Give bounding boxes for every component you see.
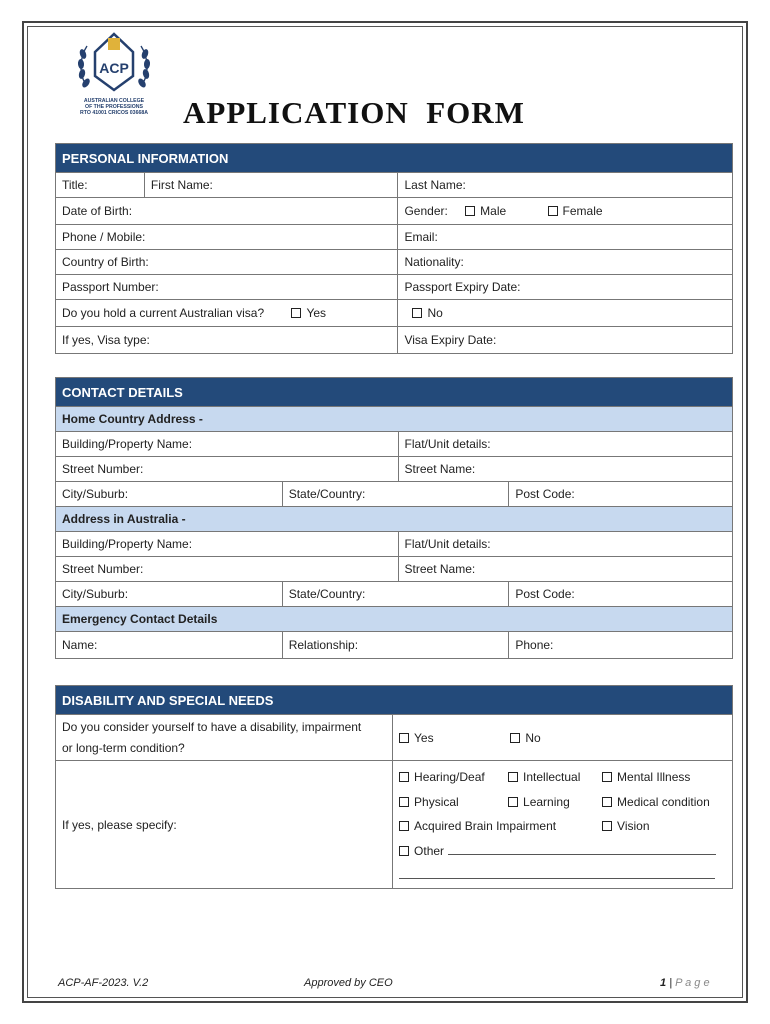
- passport-expiry-field[interactable]: Passport Expiry Date:: [398, 275, 733, 300]
- specify-label: If yes, please specify:: [56, 761, 393, 889]
- page-num: 1: [660, 977, 667, 989]
- page-title: APPLICATION FORM: [183, 95, 525, 130]
- approved-by: Approved by CEO: [304, 977, 393, 989]
- nationality-field[interactable]: Nationality:: [398, 250, 733, 275]
- dob-field[interactable]: Date of Birth:: [56, 198, 398, 225]
- no-label: No: [525, 730, 541, 745]
- emergency-phone-field[interactable]: Phone:: [509, 632, 733, 659]
- aus-state-field[interactable]: State/Country:: [282, 582, 509, 607]
- checkbox-icon[interactable]: [399, 821, 409, 831]
- emergency-contact-heading: Emergency Contact Details: [56, 607, 733, 632]
- no-label: No: [427, 306, 443, 320]
- section-heading: CONTACT DETAILS: [56, 378, 733, 407]
- option-physical[interactable]: [399, 790, 508, 815]
- section-heading: PERSONAL INFORMATION: [56, 144, 733, 173]
- option-medical[interactable]: [602, 790, 710, 815]
- option-label: Intellectual: [523, 770, 581, 785]
- section-heading: DISABILITY AND SPECIAL NEEDS: [56, 686, 733, 715]
- visa-question: [56, 300, 398, 327]
- disability-options: [393, 761, 733, 889]
- checkbox-icon[interactable]: [508, 772, 518, 782]
- page-number: [660, 977, 710, 989]
- home-city-field[interactable]: City/Suburb:: [56, 482, 283, 507]
- logo-caption: [72, 98, 156, 116]
- home-postcode-field[interactable]: Post Code:: [509, 482, 733, 507]
- gender-male-option[interactable]: [465, 204, 506, 218]
- checkbox-icon[interactable]: [399, 733, 409, 743]
- option-label: Physical: [414, 794, 459, 809]
- personal-information-table: [55, 143, 733, 354]
- logo-initials: ACP: [99, 60, 129, 76]
- first-name-field[interactable]: First Name:: [144, 173, 398, 198]
- checkbox-icon[interactable]: [508, 797, 518, 807]
- visa-yes-option[interactable]: [291, 306, 326, 320]
- home-address-heading: Home Country Address -: [56, 407, 733, 432]
- female-label: Female: [562, 204, 603, 218]
- home-street-name-field[interactable]: Street Name:: [398, 457, 732, 482]
- disability-yes-option[interactable]: [399, 731, 507, 745]
- checkbox-icon[interactable]: [602, 772, 612, 782]
- option-label: Learning: [523, 794, 570, 809]
- question-line-1: Do you consider yourself to have a disability, impairment: [62, 719, 362, 734]
- visa-no-option[interactable]: [412, 306, 442, 320]
- option-abi[interactable]: [399, 814, 602, 839]
- option-label: Vision: [617, 819, 650, 834]
- logo-line-2: OF THE PROFESSIONS: [85, 104, 143, 110]
- yes-label: Yes: [306, 306, 327, 320]
- checkbox-icon[interactable]: [510, 733, 520, 743]
- passport-number-field[interactable]: Passport Number:: [56, 275, 398, 300]
- visa-expiry-field[interactable]: Visa Expiry Date:: [398, 327, 733, 354]
- email-field[interactable]: Email:: [398, 225, 733, 250]
- logo-line-3: RTO 41001 CRICOS 03668A: [80, 110, 148, 116]
- other-input-line-2[interactable]: [399, 878, 715, 879]
- aus-postcode-field[interactable]: Post Code:: [509, 582, 733, 607]
- emergency-relationship-field[interactable]: Relationship:: [282, 632, 509, 659]
- checkbox-icon[interactable]: [399, 772, 409, 782]
- aus-flat-field[interactable]: Flat/Unit details:: [398, 532, 732, 557]
- option-vision[interactable]: [602, 814, 649, 839]
- male-label: Male: [480, 204, 507, 218]
- aus-building-field[interactable]: Building/Property Name:: [56, 532, 399, 557]
- option-label: Hearing/Deaf: [414, 770, 485, 785]
- yes-label: Yes: [414, 730, 434, 745]
- home-flat-field[interactable]: Flat/Unit details:: [398, 432, 732, 457]
- option-label: Other: [414, 843, 445, 858]
- disability-answer: [393, 715, 733, 761]
- checkbox-icon[interactable]: [465, 206, 475, 216]
- option-other[interactable]: [399, 839, 444, 864]
- option-mental-illness[interactable]: [602, 765, 690, 790]
- home-street-number-field[interactable]: Street Number:: [56, 457, 399, 482]
- emergency-name-field[interactable]: Name:: [56, 632, 283, 659]
- option-label: Medical condition: [617, 794, 710, 809]
- home-building-field[interactable]: Building/Property Name:: [56, 432, 399, 457]
- checkbox-icon[interactable]: [412, 308, 422, 318]
- option-label: Acquired Brain Impairment: [414, 819, 557, 834]
- country-of-birth-field[interactable]: Country of Birth:: [56, 250, 398, 275]
- gender-label: Gender:: [404, 204, 448, 218]
- contact-details-table: [55, 377, 733, 659]
- other-input-line[interactable]: [448, 854, 716, 855]
- aus-city-field[interactable]: City/Suburb:: [56, 582, 283, 607]
- visa-question-label: Do you hold a current Australian visa?: [62, 306, 265, 320]
- checkbox-icon[interactable]: [291, 308, 301, 318]
- disability-question: [56, 715, 393, 761]
- aus-street-number-field[interactable]: Street Number:: [56, 557, 399, 582]
- checkbox-icon[interactable]: [399, 846, 409, 856]
- option-learning[interactable]: [508, 790, 602, 815]
- title-field[interactable]: Title:: [56, 173, 145, 198]
- checkbox-icon[interactable]: [399, 797, 409, 807]
- phone-field[interactable]: Phone / Mobile:: [56, 225, 398, 250]
- logo-line-1: AUSTRALIAN COLLEGE: [83, 98, 145, 104]
- checkbox-icon[interactable]: [602, 821, 612, 831]
- last-name-field[interactable]: Last Name:: [398, 173, 733, 198]
- checkbox-icon[interactable]: [548, 206, 558, 216]
- option-intellectual[interactable]: [508, 765, 602, 790]
- australia-address-heading: Address in Australia -: [56, 507, 733, 532]
- home-state-field[interactable]: State/Country:: [282, 482, 509, 507]
- option-label: Mental Illness: [617, 770, 691, 785]
- page-sep: |: [669, 977, 673, 989]
- checkbox-icon[interactable]: [602, 797, 612, 807]
- visa-no-cell: [398, 300, 733, 327]
- disability-table: [55, 685, 733, 889]
- gender-female-option[interactable]: [548, 204, 603, 218]
- option-hearing[interactable]: [399, 765, 508, 790]
- aus-street-name-field[interactable]: Street Name:: [398, 557, 732, 582]
- page-word: P a g e: [675, 977, 710, 989]
- question-line-2: or long-term condition?: [62, 740, 185, 755]
- form-code: ACP-AF-2023. V.2: [58, 977, 149, 989]
- disability-no-option[interactable]: [510, 731, 540, 745]
- gender-field: [398, 198, 733, 225]
- visa-type-field[interactable]: If yes, Visa type:: [56, 327, 398, 354]
